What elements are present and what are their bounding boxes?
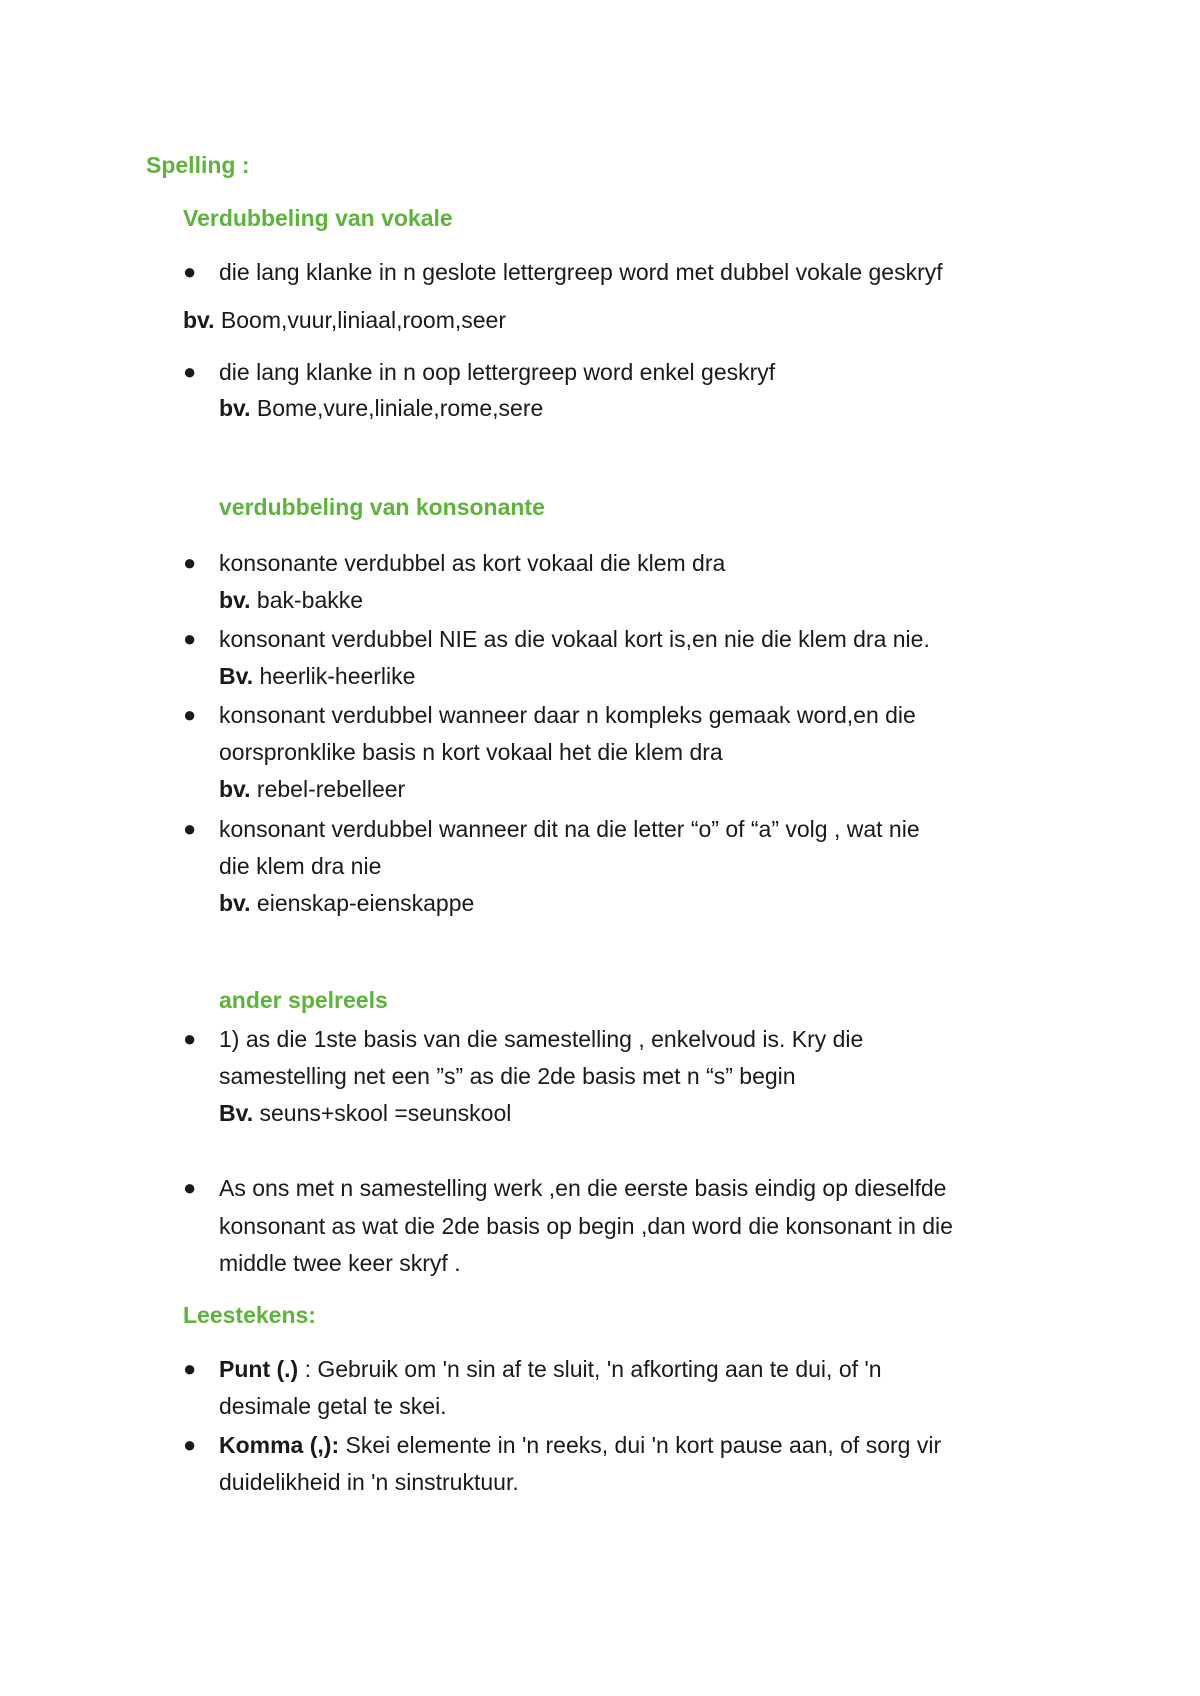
example-text: heerlik-heerlike <box>253 663 416 689</box>
term-label: Punt (.) <box>219 1356 299 1382</box>
page-title: Spelling : <box>146 152 250 178</box>
bullet-dot-icon: ● <box>183 259 197 284</box>
example-text: seuns+skool =seunskool <box>253 1100 512 1126</box>
example-line <box>219 771 1079 809</box>
example-text: rebel-rebelleer <box>250 776 406 802</box>
list-item: konsonant verdubbel NIE as die vokaal kort is,en nie die klem dra nie. <box>219 626 930 652</box>
bullet-dot-icon: ● <box>183 359 197 384</box>
example-text: Bome,vure,liniale,rome,sere <box>250 395 544 421</box>
section-heading-spelreels: ander spelreels <box>219 987 388 1013</box>
list-item: As ons met n samestelling werk ,en die eerste basis eindig op dieselfde <box>219 1175 947 1201</box>
section-heading-leestekens: Leestekens: <box>183 1302 316 1328</box>
list-item-continuation: middle twee keer skryf . <box>219 1250 461 1276</box>
list-item-continuation: die klem dra nie <box>219 853 382 879</box>
section-heading-konsonante: verdubbeling van konsonante <box>219 494 545 520</box>
list-item: 1) as die 1ste basis van die samestelling , enkelvoud is. Kry die <box>219 1026 864 1052</box>
example-label: Bv. <box>219 663 254 689</box>
example-label: bv. <box>219 587 251 613</box>
example-line <box>183 302 506 338</box>
list-item: konsonant verdubbel wanneer daar n kompleks gemaak word,en die <box>219 702 916 728</box>
bullet-dot-icon: ● <box>183 702 197 727</box>
bullet-dot-icon: ● <box>183 550 197 575</box>
term-label: Komma (,): <box>219 1432 340 1458</box>
bullet-dot-icon: ● <box>183 816 197 841</box>
bullet-dot-icon: ● <box>183 1432 197 1457</box>
example-text: bak-bakke <box>250 587 364 613</box>
list-item: die lang klanke in n geslote lettergreep word met dubbel vokale geskryf <box>219 259 943 285</box>
term-description: : Gebruik om 'n sin af te sluit, 'n afkorting aan te dui, of 'n <box>298 1356 882 1382</box>
list-item: konsonante verdubbel as kort vokaal die klem dra <box>219 550 726 576</box>
example-label: bv. <box>219 890 251 916</box>
example-line <box>219 582 1079 620</box>
example-line <box>219 885 1079 923</box>
list-item <box>219 1351 1079 1389</box>
list-item: die lang klanke in n oop lettergreep word enkel geskryf <box>219 359 776 385</box>
bullet-dot-icon: ● <box>183 1026 197 1051</box>
example-label: bv. <box>219 776 251 802</box>
example-line <box>219 658 1079 696</box>
example-line <box>219 390 1079 428</box>
list-item-continuation: konsonant as wat die 2de basis op begin ,dan word die konsonant in die <box>219 1213 953 1239</box>
term-description: Skei elemente in 'n reeks, dui 'n kort pause aan, of sorg vir <box>339 1432 942 1458</box>
example-line <box>219 1095 1079 1133</box>
list-item-continuation: duidelikheid in 'n sinstruktuur. <box>219 1469 519 1495</box>
example-text: eienskap-eienskappe <box>250 890 475 916</box>
bullet-dot-icon: ● <box>183 1356 197 1381</box>
section-heading-vokale: Verdubbeling van vokale <box>183 205 453 231</box>
list-item: konsonant verdubbel wanneer dit na die letter “o” of “a” volg , wat nie <box>219 816 920 842</box>
example-label: bv. <box>219 395 251 421</box>
bullet-dot-icon: ● <box>183 626 197 651</box>
example-label: Bv. <box>219 1100 254 1126</box>
list-item <box>219 1427 1079 1465</box>
list-item-continuation: samestelling net een ”s” as die 2de basis met n “s” begin <box>219 1063 796 1089</box>
example-label: bv. <box>183 307 215 333</box>
bullet-dot-icon: ● <box>183 1175 197 1200</box>
example-text: Boom,vuur,liniaal,room,seer <box>214 307 506 333</box>
list-item-continuation: desimale getal te skei. <box>219 1393 447 1419</box>
list-item-continuation: oorspronklike basis n kort vokaal het die klem dra <box>219 739 723 765</box>
